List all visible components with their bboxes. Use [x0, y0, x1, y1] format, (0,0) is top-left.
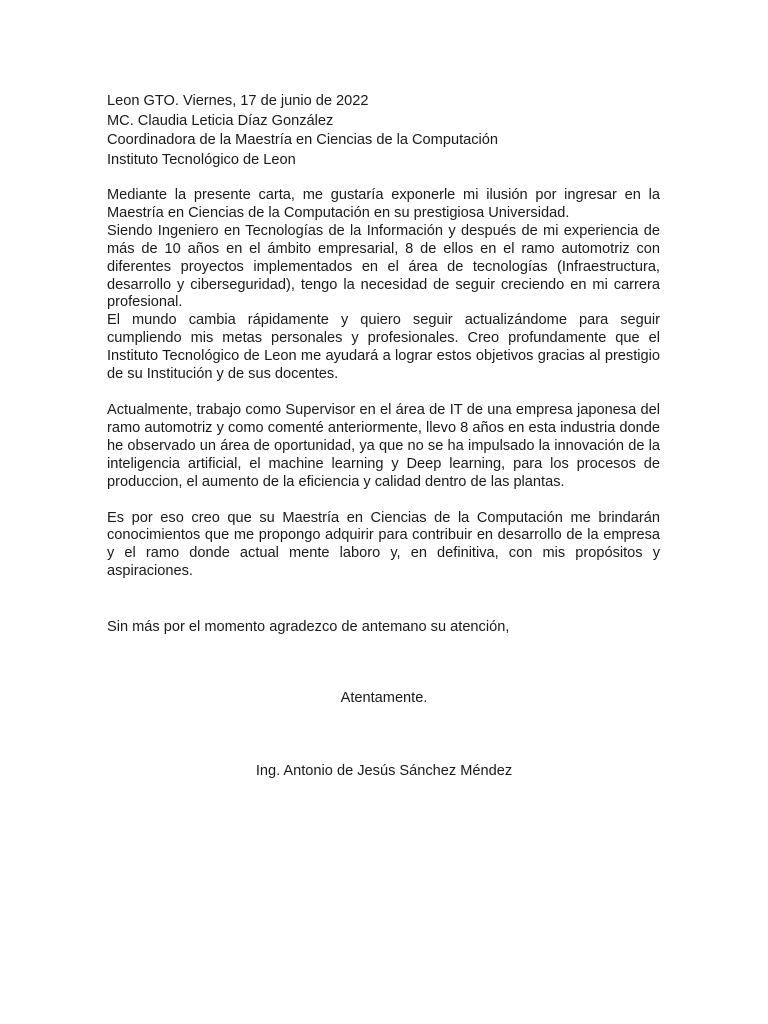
recipient-title: Coordinadora de la Maestría en Ciencias de la Computación	[107, 132, 499, 148]
paragraph-spacer	[107, 384, 660, 402]
paragraph-spacer	[107, 492, 660, 510]
paragraph-current-job: Actualmente, trabajo como Supervisor en el área de IT de una empresa japonesa del ramo automotriz y como comenté anteriormente, llevo 8 años en esta industria donde he observado un área de oportunidad, ya que no se ha impulsado la innovación de la inteligencia artificial, el machine learning y Deep learning, para los procesos de produccion, el aumento de la eficiencia y calidad dentro de las plantas.	[107, 401, 660, 490]
recipient-institution: Instituto Tecnológico de Leon	[107, 151, 296, 168]
recipient-name: MC. Claudia Leticia Díaz González	[107, 112, 334, 129]
paragraph-intro: Mediante la presente carta, me gustaría exponerle mi ilusión por ingresar en la Maestría en Ciencias de la Computación en su prestigiosa Universidad.	[107, 187, 660, 221]
letter-body	[107, 187, 660, 581]
signature-name: Ing. Antonio de Jesús Sánchez Méndez	[255, 763, 513, 779]
paragraph-purpose: Es por eso creo que su Maestría en Ciencias de la Computación me brindarán conocimientos que me propongo adquirir para contribuir en desarrollo de la empresa y el ramo donde actual mente laboro y, en definitiva, con mis propósitos y aspiraciones.	[107, 509, 660, 580]
place-date: Leon GTO. Viernes, 17 de junio de 2022	[107, 93, 369, 109]
closing-line: Sin más por el momento agradezco de antemano su atención,	[107, 619, 510, 635]
paragraph-experience: Siendo Ingeniero en Tecnologías de la Información y después de mi experiencia de más de 10 años en el ámbito empresarial, 8 de ellos en el ramo automotriz con diferentes proyectos implementados en el área de tecnologías (Infraestructura, desarrollo y ciberseguridad), tengo la necesidad de seguir creciendo en mi carrera profesional.	[107, 222, 660, 311]
regards-line: Atentamente.	[340, 690, 428, 706]
paragraph-motivation: El mundo cambia rápidamente y quiero seguir actualizándome para seguir cumpliendo mis metas personales y profesionales. Creo profundamente que el Instituto Tecnológico de Leon me ayudará a lograr estos objetivos gracias al prestigio de su Institución y de sus docentes.	[107, 312, 660, 383]
letter-header	[107, 92, 667, 170]
